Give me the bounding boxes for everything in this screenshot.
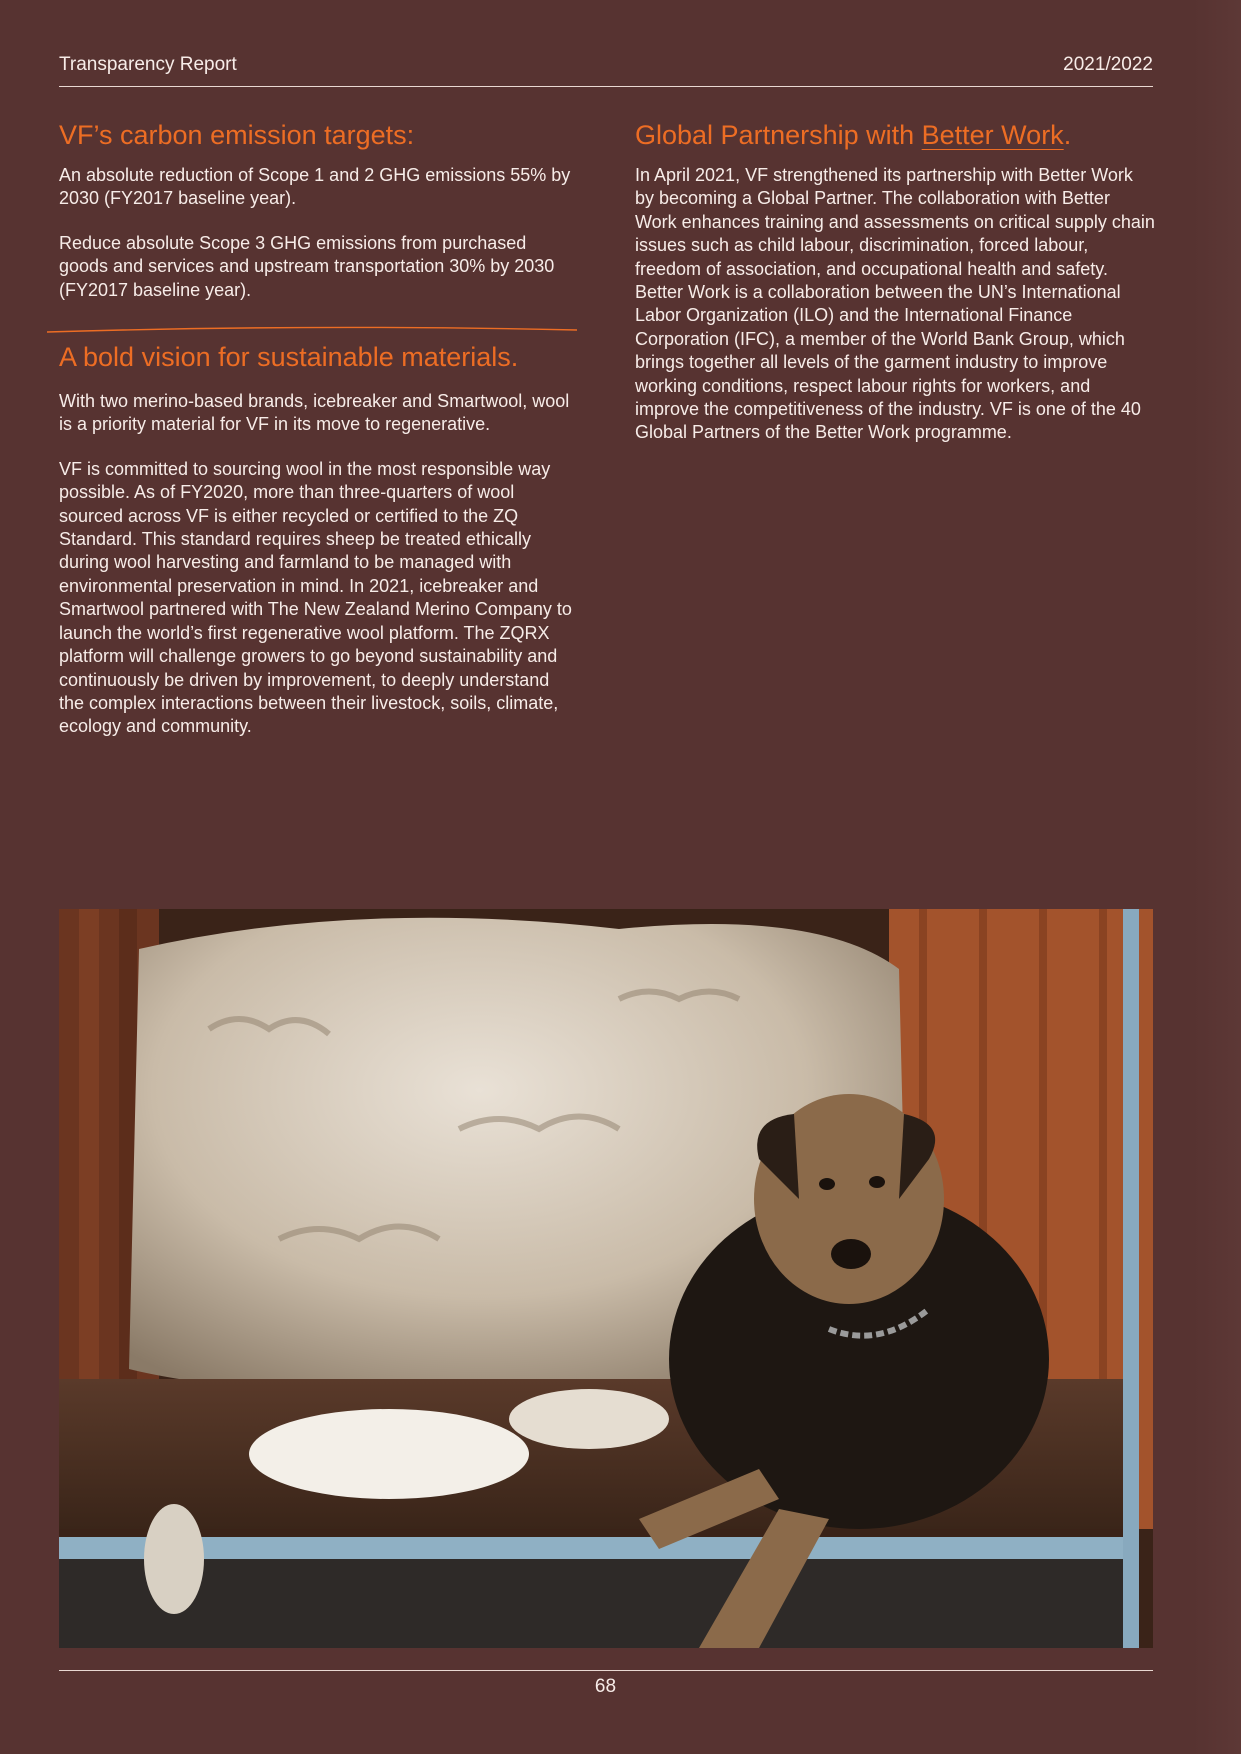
better-work-paragraph: In April 2021, VF strengthened its partnership with Better Work by becoming a Global Partner. The collaboration with Better Work enhances training and assessments on critical supply chain issues such as child labour, discrimination, forced labour, freedom of association, and occupational health and safety. Better Work is a collaboration between the UN’s International Labor Organization (ILO) and the International Finance Corporation (IFC), a member of the World Bank Group, which brings together all levels of the garment industry to improve working conditions, respect labour rights for workers, and improve the competitiveness of the industry. VF is one of the 40 Global Partners of the Better Work programme.	[635, 165, 1155, 443]
wool-sourcing-paragraph: VF is committed to sourcing wool in the most responsible way possible. As of FY2020, more than three-quarters of wool sourced across VF is either recycled or certified to the ZQ Standard. This standard requires sheep be treated ethically during wool harvesting and farmland to be managed with environmental preservation in mind. In 2021, icebreaker and Smartwool partnered with The New Zealand Merino Company to launch the world’s first regenerative wool platform. The ZQRX platform will challenge growers to go beyond sustainability and continuously be driven by improvement, to deeply understand the complex interactions between their livestock, soils, climate, ecology and community.	[59, 458, 572, 737]
better-work-heading	[635, 118, 1155, 152]
report-title: Transparency Report	[59, 54, 237, 75]
report-year: 2021/2022	[1063, 54, 1153, 75]
better-work-link[interactable]: Better Work	[921, 120, 1064, 150]
page-number: 68	[594, 1676, 617, 1697]
page-edge	[1193, 0, 1241, 1754]
footer-rule	[59, 1670, 1153, 1671]
merino-brands-paragraph: With two merino-based brands, icebreaker and Smartwool, wool is a priority material for VF in its move to regenerative.	[59, 391, 570, 435]
carbon-target-scope12: An absolute reduction of Scope 1 and 2 GHG emissions 55% by 2030 (FY2017 baseline year).	[59, 165, 571, 209]
heading-suffix: .	[1063, 120, 1072, 150]
section-divider	[47, 326, 577, 334]
carbon-target-scope3: Reduce absolute Scope 3 GHG emissions from purchased goods and services and upstream transportation 30% by 2030 (FY2017 baseline year).	[59, 232, 555, 300]
dog-with-wool-photo	[59, 909, 1153, 1648]
page-header	[59, 54, 1153, 87]
left-column	[59, 118, 579, 739]
heading-prefix: Global Partnership with	[635, 120, 922, 150]
right-column	[635, 118, 1155, 445]
materials-heading: A bold vision for sustainable materials.	[59, 342, 519, 373]
carbon-targets-heading: VF’s carbon emission targets:	[59, 120, 415, 150]
